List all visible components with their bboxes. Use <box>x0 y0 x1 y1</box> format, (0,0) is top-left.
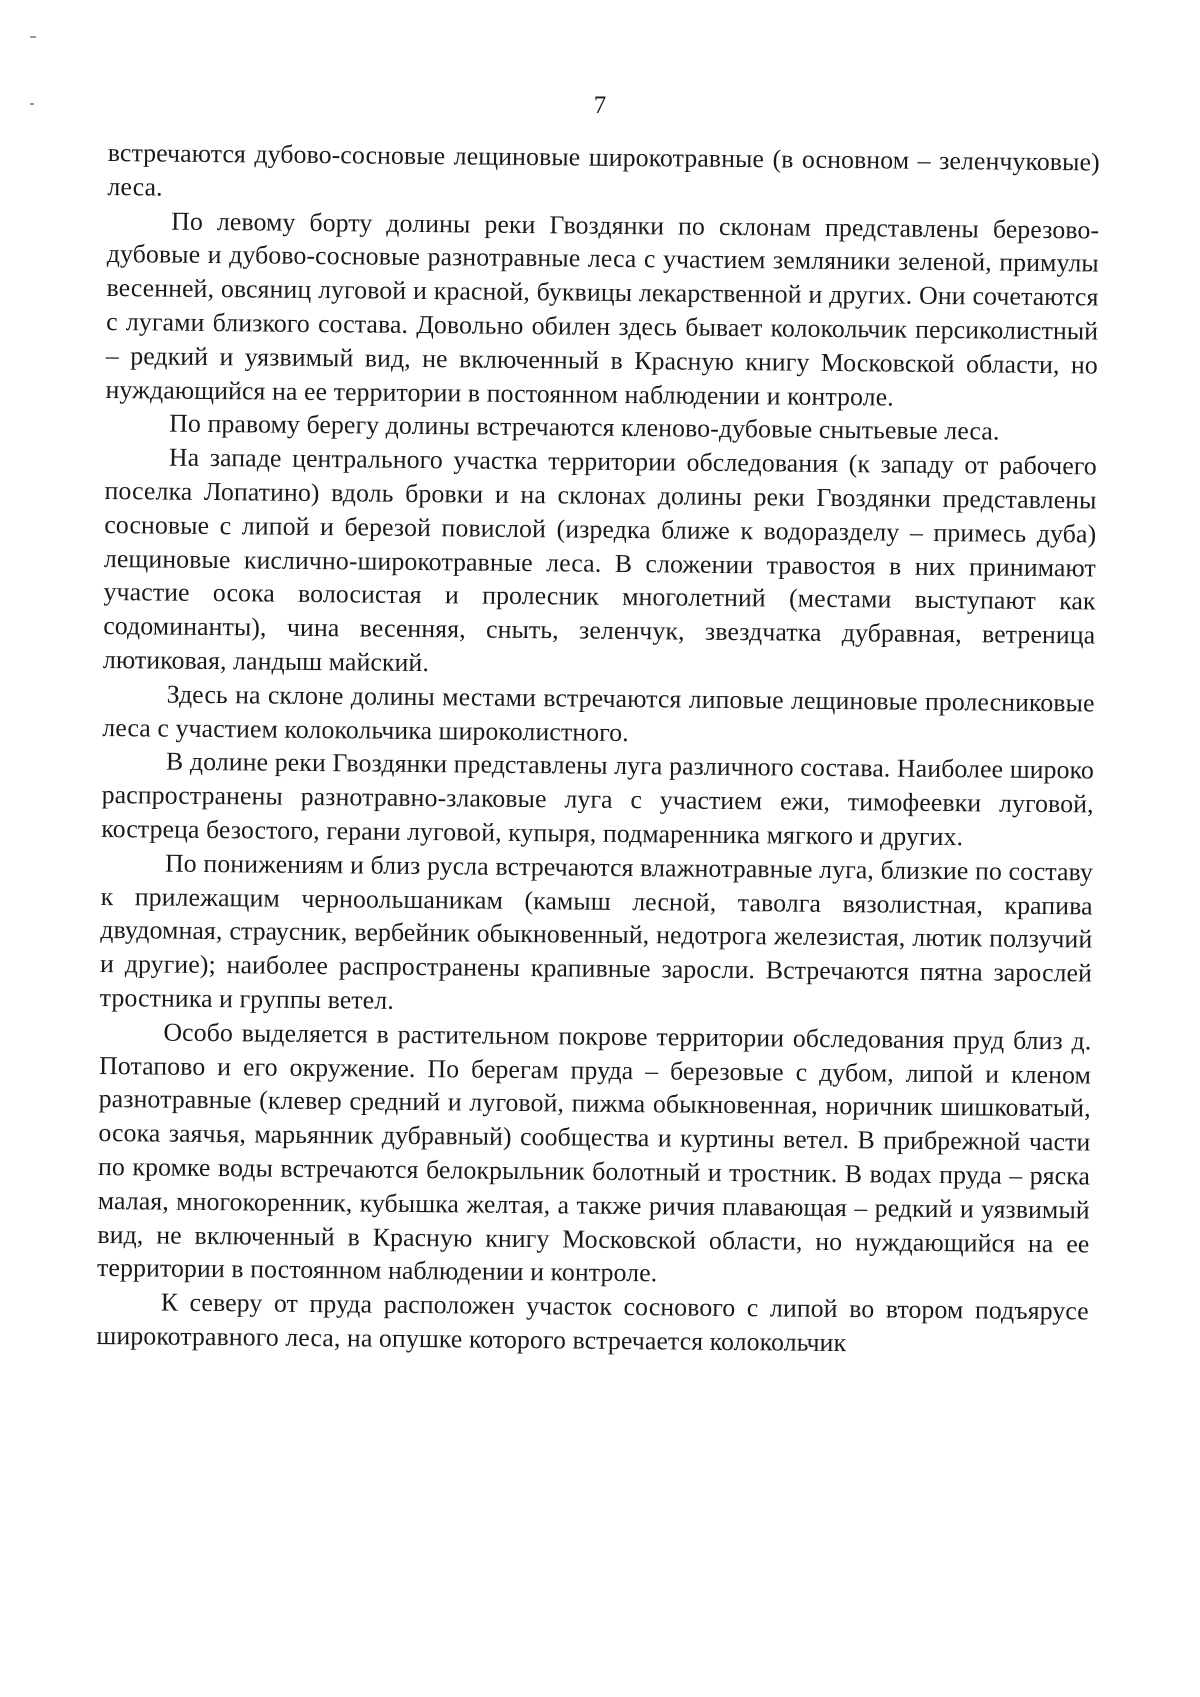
paragraph: Особо выделяется в растительном покрове территории обследования пруд близ д. Потапово и его окружение. По берегам пруда – березовые с дубом, липой и кленом разнотравные (клевер средний и луговой, пижма обыкновенная, норичник шишковатый, осока заячья, марьянник дубравный) сообщества и куртины ветел. В прибрежной части по кромке воды встречаются белокрыльник болотный и тростник. В водах пруда – ряска малая, многокоренник, кубышка желтая, а также ричия плавающая – редкий и уязвимый вид, не включенный в Красную книгу Московской области, но нуждающийся на ее территории в постоянном наблюдении и контроле. <box>96 1017 1092 1288</box>
paragraph: встречаются дубово-сосновые лещиновые широкотравные (в основном – зеленчуковые) леса. <box>107 137 1100 202</box>
paragraph: По левому борту долины реки Гвоздянки по склонам представлены березово-дубовые и дубово-сосновые разнотравные леса с участием земляники зеленой, примулы весенней, овсяниц луговой и красной, буквицы лекарственной и других. Они сочетаются с лугами близкого состава. Довольно обилен здесь бывает колокольчик персиколистный – редкий и уязвимый вид, не включенный в Красную книгу Московской области, но нуждающийся на ее территории в постоянном наблюдении и контроле. <box>105 206 1100 412</box>
paragraph: В долине реки Гвоздянки представлены луга различного состава. Наиболее широко распространены разнотравно-злаковые луга с участием ежи, тимофеевки луговой, костреца безостого, герани луговой, купыря, подмаренника мягкого и других. <box>101 746 1095 852</box>
page-number: 7 <box>593 92 607 119</box>
paragraph: К северу от пруда расположен участок соснового с липой во втором подъярусе широкотравного леса, на опушке которого встречается колокольчик <box>96 1287 1089 1358</box>
scan-artifact <box>30 36 36 38</box>
document-body <box>96 136 1100 1362</box>
paragraph: По понижениям и близ русла встречаются влажнотравные луга, близкие по составу к прилежащим черноольшаникам (камыш лесной, таволга вязолистная, крапива двудомная, страусник, вербейник обыкновенный, недотрога железистая, лютик ползучий и другие); наиболее распространены крапивные заросли. Встречаются пятна зарослей тростника и группы ветел. <box>99 848 1094 1015</box>
paragraph: На западе центрального участка территории обследования (к западу от рабочего поселка Лопатино) вдоль бровки и на склонах долины реки Гвоздянки представлены сосновые с липой и березой повислой (изредка ближе к водоразделу – примесь дуба) лещиновые кислично-широкотравные леса. В сложении травостоя в них принимают участие осока волосистая и пролесник многолетний (местами выступают как содоминанты), чина весенняя, сныть, зеленчук, звездчатка дубравная, ветреница лютиковая, ландыш майский. <box>102 442 1098 678</box>
paragraph: По правому берегу долины встречаются кленово-дубовые снытьевые леса. <box>169 408 1000 446</box>
paragraph: Здесь на склоне долины местами встречаются липовые лещиновые пролесниковые леса с участием колокольчика широколистного. <box>102 679 1095 747</box>
